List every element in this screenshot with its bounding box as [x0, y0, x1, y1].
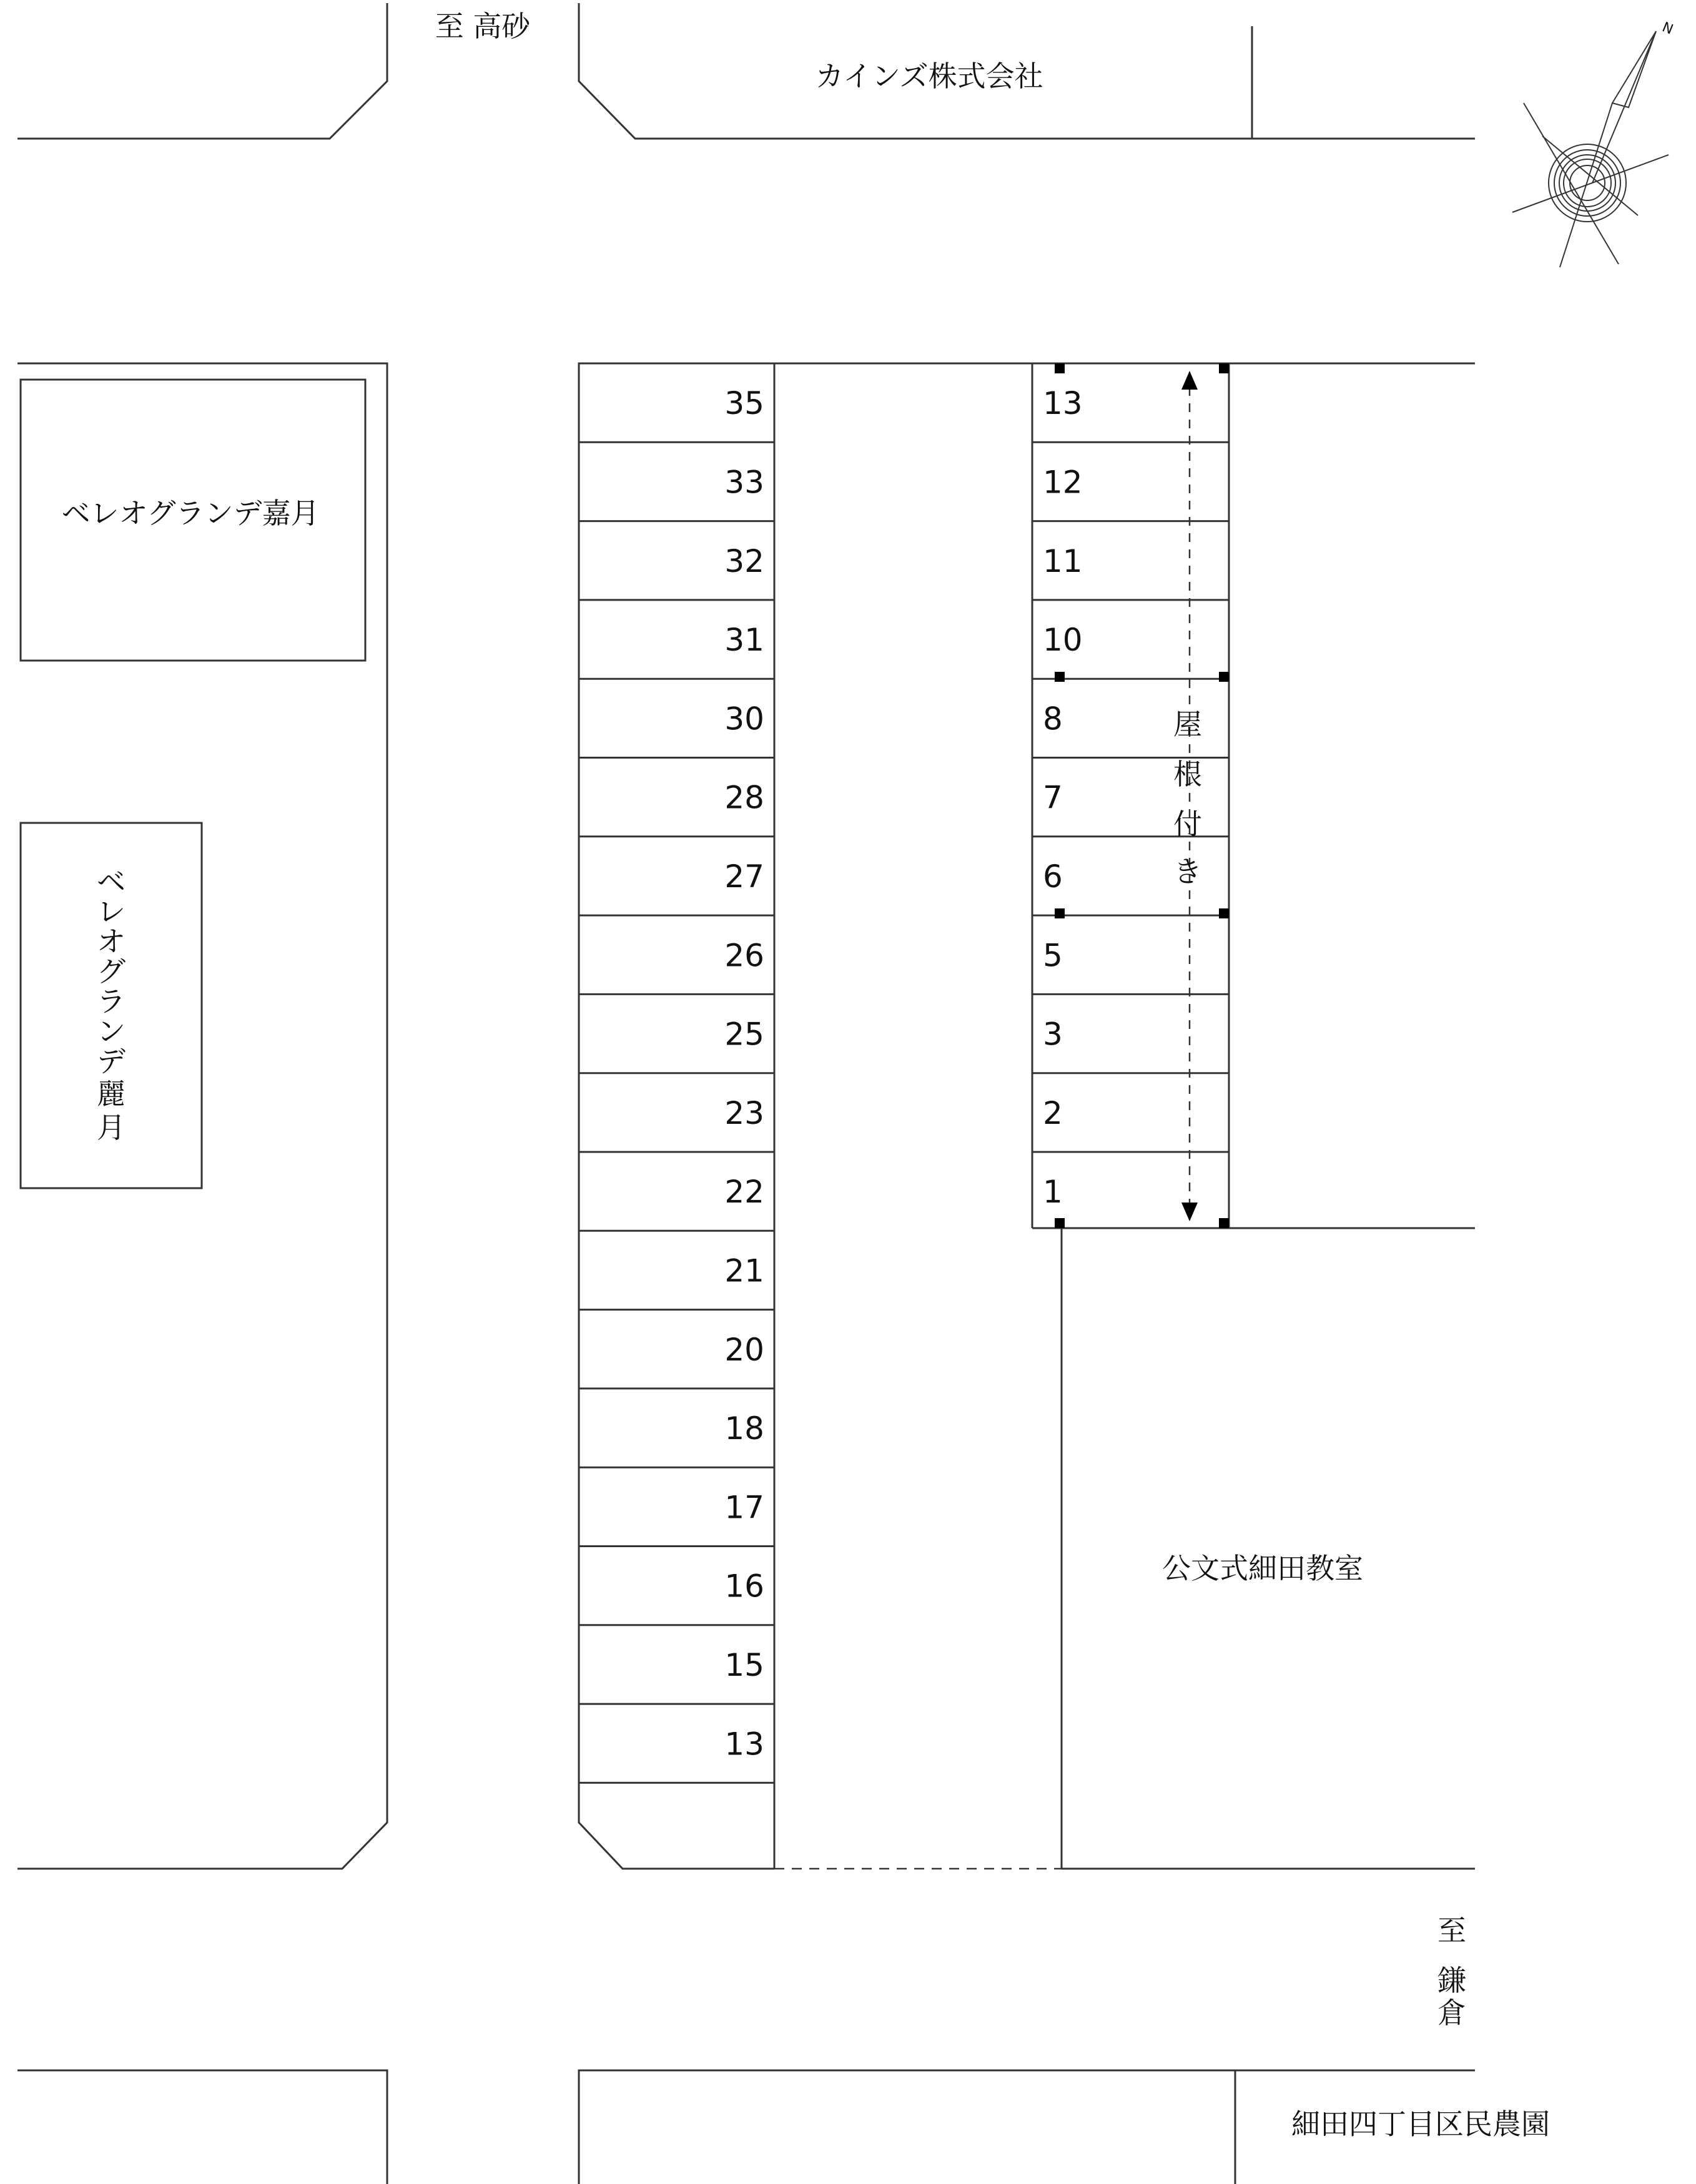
roof-post-marker [1219, 672, 1229, 682]
left-space-number: 20 [724, 1331, 764, 1368]
to-takasago-label: 至 高砂 [435, 9, 531, 43]
left-space-number: 17 [724, 1489, 764, 1526]
reigetsu-char: オ [97, 925, 126, 958]
reigetsu-char: ラ [97, 985, 126, 1018]
left-space-number: 13 [724, 1726, 764, 1763]
left-space-number: 26 [724, 937, 764, 974]
roof-post-marker [1055, 908, 1065, 918]
kagetsu-label: ベレオグランデ嘉月 [61, 496, 320, 530]
left-space-number: 30 [724, 701, 764, 737]
reigetsu-char: 月 [97, 1111, 126, 1144]
right-space-number: 6 [1043, 858, 1063, 895]
to-kamakura-char: 鎌 [1437, 1964, 1466, 1997]
left-space-number: 27 [724, 858, 764, 895]
right-space-number: 12 [1043, 464, 1083, 501]
left-space-number: 22 [724, 1174, 764, 1211]
right-space-number: 3 [1043, 1016, 1063, 1053]
reigetsu-label [97, 865, 126, 1144]
left-space-number: 32 [724, 543, 764, 579]
roof-char: き [1173, 855, 1202, 888]
bottom-left-block-outline [17, 2070, 387, 2184]
roof-post-marker [1219, 363, 1229, 373]
roof-arrow-up-icon [1181, 371, 1198, 390]
compass-rose-icon [1512, 31, 1669, 267]
roof-post-marker [1055, 672, 1065, 682]
parking-lot-outline [579, 363, 1475, 1869]
left-space-number: 25 [724, 1016, 764, 1053]
left-space-number: 18 [724, 1410, 764, 1447]
right-space-number: 8 [1043, 701, 1063, 737]
to-kamakura-label [1437, 1914, 1466, 2030]
right-space-number: 11 [1043, 543, 1083, 579]
right-space-number: 5 [1043, 937, 1063, 974]
reigetsu-char: デ [97, 1045, 126, 1078]
top-left-block-outline [17, 3, 387, 139]
kainz-label: カインズ株式会社 [815, 59, 1043, 93]
roof-label [1173, 707, 1202, 888]
roof-arrow-down-icon [1181, 1203, 1198, 1221]
left-space-number: 28 [724, 779, 764, 816]
roof-post-marker [1219, 908, 1229, 918]
left-space-number: 21 [724, 1252, 764, 1289]
roof-char: 屋 [1173, 707, 1202, 741]
roof-post-marker [1055, 363, 1065, 373]
noen-label: 細田四丁目区民農園 [1291, 2107, 1550, 2141]
right-space-number: 7 [1043, 779, 1063, 816]
right-space-number: 2 [1043, 1094, 1063, 1131]
to-kamakura-char: 至 [1437, 1914, 1466, 1947]
right-space-number: 13 [1043, 385, 1083, 422]
left-space-number: 16 [724, 1568, 764, 1605]
compass-n-label: N [1660, 19, 1675, 38]
roof-post-marker [1055, 1218, 1065, 1228]
left-space-number: 33 [724, 464, 764, 501]
roof-char: 根 [1173, 757, 1202, 791]
reigetsu-char: レ [97, 895, 126, 928]
to-kamakura-char: 倉 [1437, 1996, 1466, 2030]
right-column-space-numbers [1043, 385, 1083, 1210]
kumon-label: 公文式細田教室 [1162, 1552, 1363, 1585]
right-space-number: 1 [1043, 1174, 1063, 1211]
reigetsu-char: ベ [97, 865, 126, 898]
left-space-number: 15 [724, 1647, 764, 1683]
left-space-number: 35 [724, 385, 764, 422]
roof-post-marker [1219, 1218, 1229, 1228]
left-space-number: 31 [724, 622, 764, 658]
right-space-number: 10 [1043, 622, 1083, 658]
left-space-number: 23 [724, 1094, 764, 1131]
reigetsu-char: グ [97, 955, 126, 988]
roof-char: 付 [1173, 807, 1202, 841]
reigetsu-char: ン [97, 1015, 126, 1048]
reigetsu-char: 麗 [97, 1077, 126, 1111]
